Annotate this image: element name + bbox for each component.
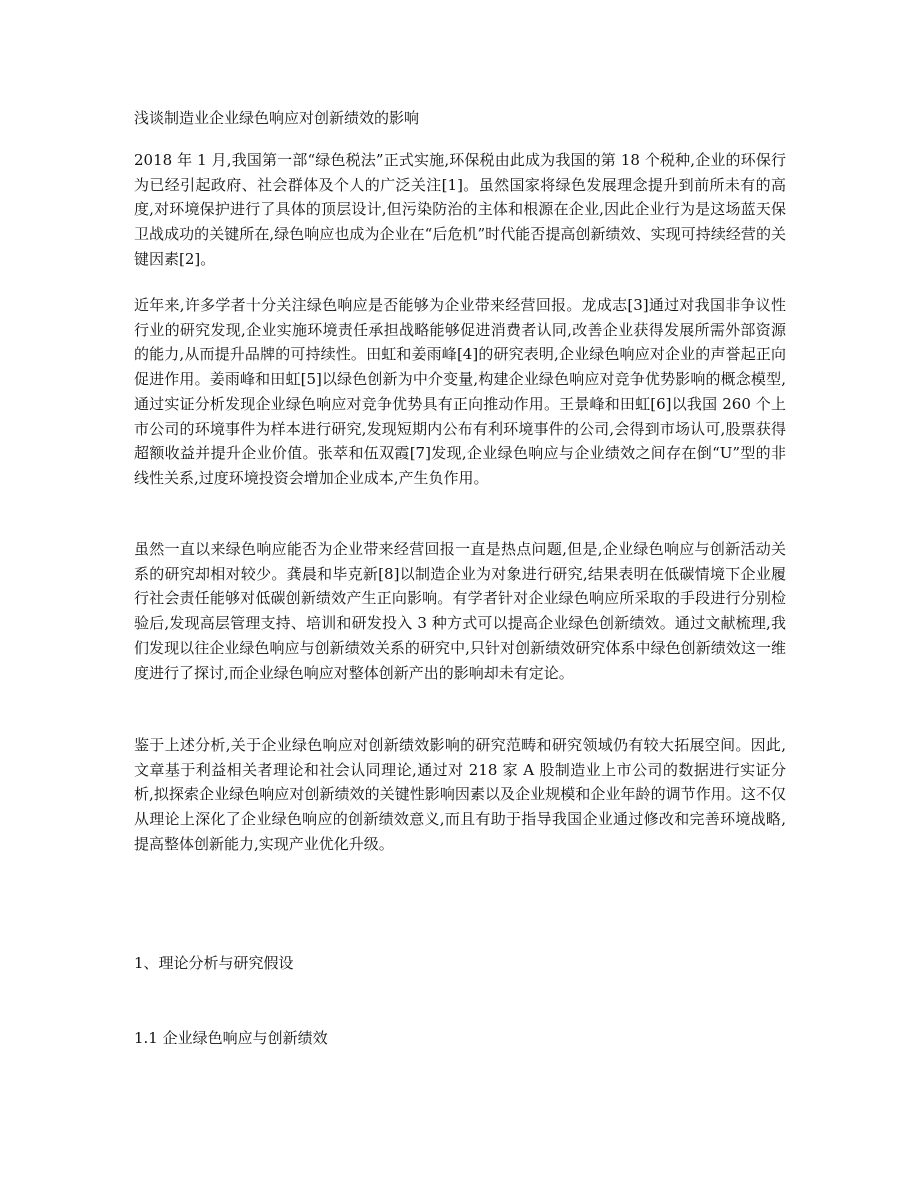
paragraph-research-plan: 鉴于上述分析,关于企业绿色响应对创新绩效影响的研究范畴和研究领域仍有较大拓展空间。因此,文章基于利益相关者理论和社会认同理论,通过对 218 家 A 股制造业上市公司的数据进行实证分析,拟探索企业绿色响应对创新绩效的关键性影响因素以及企业规模和企业年龄的调节作用。这不仅从理论上深化了企业绿色响应的创新绩效意义,而且有助于指导我国企业通过修改和完善环境战略,提高整体创新能力,实现产业优化升级。 bbox=[134, 736, 786, 853]
paragraph-intro: 2018 年 1 月,我国第一部“绿色税法”正式实施,环保税由此成为我国的第 18 个税种,企业的环保行为已经引起政府、社会群体及个人的广泛关注[1]。虽然国家将绿色发展理念提升到前所未有的高度,对环境保护进行了具体的顶层设计,但污染防治的主体和根源在企业,因此企业行为是这场蓝天保卫战成功的关键所在,绿色响应也成为企业在“后危机”时代能否提高创新绩效、实现可持续经营的关键因素[2]。 bbox=[134, 151, 786, 268]
document-title: 浅谈制造业企业绿色响应对创新绩效的影响 bbox=[134, 109, 420, 127]
paragraph-literature: 近年来,许多学者十分关注绿色响应是否能够为企业带来经营回报。龙成志[3]通过对我国非争议性行业的研究发现,企业实施环境责任承担战略能够促进消费者认同,改善企业获得发展所需外部资源的能力,从而提升品牌的可持续性。田虹和姜雨峰[4]的研究表明,企业绿色响应对企业的声誉起正向促进作用。姜雨峰和田虹[5]以绿色创新为中介变量,构建企业绿色响应对竞争优势影响的概念模型,通过实证分析发现企业绿色响应对竞争优势具有正向推动作用。王景峰和田虹[6]以我国 260 个上市公司的环境事件为样本进行研究,发现短期内公布有利环境事件的公司,会得到市场认可,股票获得超额收益并提升企业价值。张萃和伍双霞[7]发现,企业绿色响应与企业绩效之间存在倒“U”型的非线性关系,过度环境投资会增加企业成本,产生负作用。 bbox=[134, 296, 786, 487]
subsection-heading: 1.1 企业绿色响应与创新绩效 bbox=[134, 1029, 328, 1047]
section-heading: 1、理论分析与研究假设 bbox=[134, 954, 294, 972]
paragraph-research-gap: 虽然一直以来绿色响应能否为企业带来经营回报一直是热点问题,但是,企业绿色响应与创新活动关系的研究却相对较少。龚晨和毕克新[8]以制造企业为对象进行研究,结果表明在低碳情境下企业履行社会责任能够对低碳创新绩效产生正向影响。有学者针对企业绿色响应所采取的手段进行分别检验后,发现高层管理支持、培训和研发投入 3 种方式可以提高企业绿色创新绩效。通过文献梳理,我们发现以往企业绿色响应与创新绩效关系的研究中,只针对创新绩效研究体系中绿色创新绩效这一维度进行了探讨,而企业绿色响应对整体创新产出的影响却未有定论。 bbox=[134, 540, 786, 682]
